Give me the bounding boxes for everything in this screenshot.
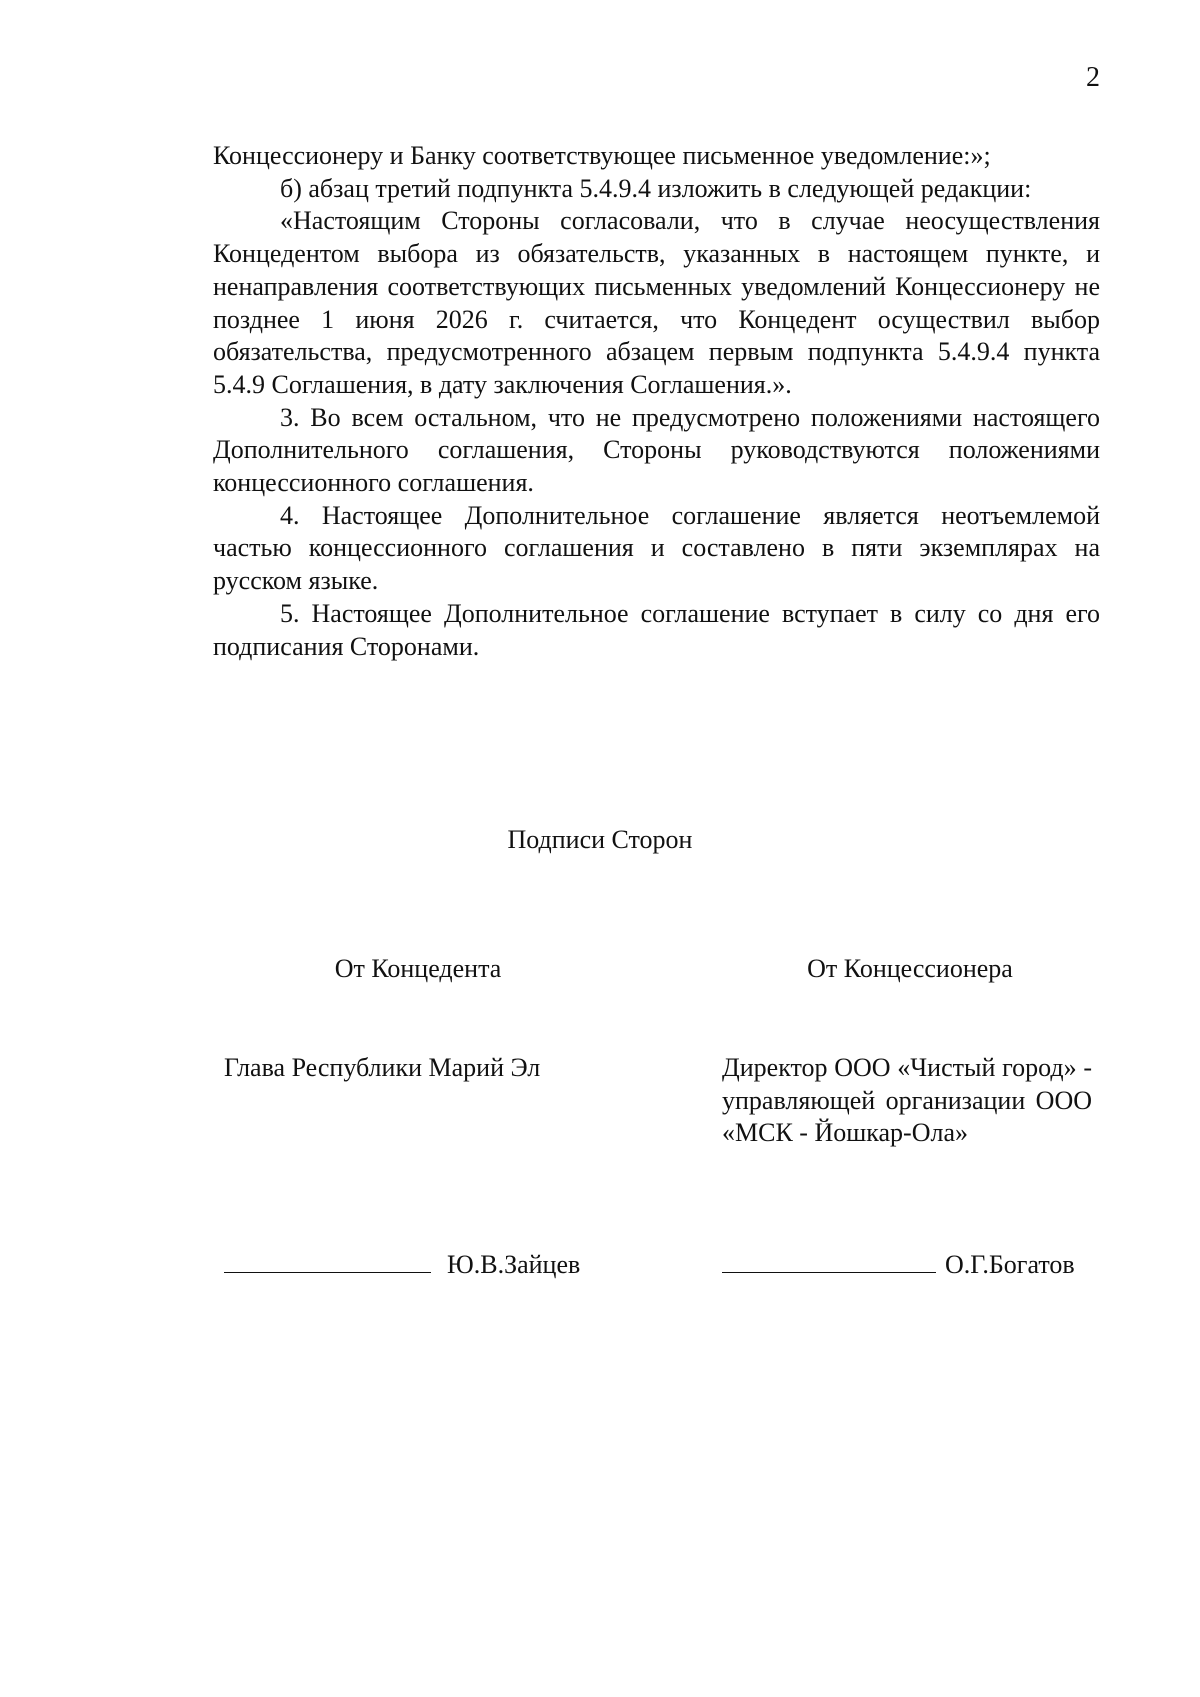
grantor-label: От Концедента [334,954,502,983]
concessionaire-label: От Концессионера [807,954,1013,983]
signature-line [722,1252,936,1273]
paragraph-clause-3: 3. Во всем остальном, что не предусмотрено положениями настоящего Дополнительного соглашения, Стороны руководствуются положениями концессионного соглашения. [213,402,1100,498]
grantor-signatory-name: Ю.В.Зайцев [447,1250,581,1279]
signatures-heading: Подписи Сторон [507,825,693,854]
page-number: 2 [1086,62,1100,93]
concessionaire-signature-block [722,1249,1092,1281]
paragraph-clause-4: 4. Настоящее Дополнительное соглашение является неотъемлемой частью концессионного соглашения и составлено в пяти экземплярах на русском языке. [213,500,1100,596]
grantor-position: Глава Республики Марий Эл [224,1053,541,1082]
document-body [213,140,1100,663]
paragraph-continuation: Концессионеру и Банку соответствующее письменное уведомление:»; [213,141,991,170]
paragraph-quoted-amendment: «Настоящим Стороны согласовали, что в случае неосуществления Концедентом выбора из обязательств, указанных в настоящем пункте, и ненаправления соответствующих письменных уведомлений Концессионеру не позднее 1 июня 2026 г. считается, что Концедент осуществил выбор обязательства, предусмотренного абзацем первым подпункта 5.4.9.4 пункта 5.4.9 Соглашения, в дату заключения Соглашения.». [213,206,1100,399]
concessionaire-signatory-name: О.Г.Богатов [945,1250,1075,1279]
concessionaire-position: Директор ООО «Чистый город» - управляющей организации ООО «МСК - Йошкар-Ола» [722,1053,1092,1148]
grantor-signature-block [224,1249,644,1281]
paragraph-clause-5: 5. Настоящее Дополнительное соглашение вступает в силу со дня его подписания Сторонами. [213,598,1100,661]
paragraph-item-b: б) абзац третий подпункта 5.4.9.4 изложить в следующей редакции: [280,173,1032,203]
signature-line [224,1252,431,1273]
